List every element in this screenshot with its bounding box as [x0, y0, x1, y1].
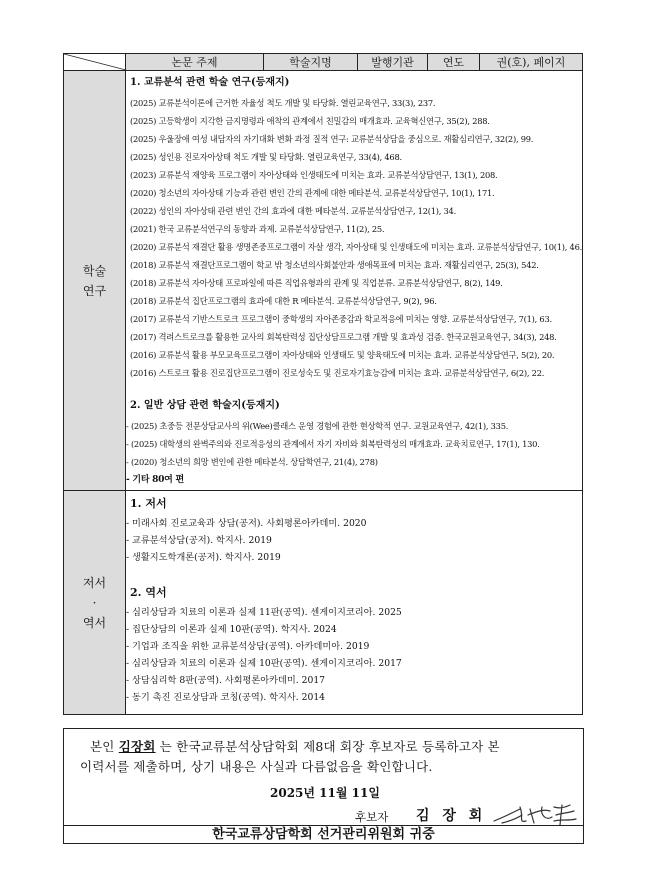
research-row [64, 71, 583, 491]
list-item: - 상담심리학 8판(공역). 사회평론아카데미. 2017 [126, 675, 326, 686]
research-section1-list [126, 94, 582, 382]
research-section1-title: 1. 교류분석 관련 학술 연구(등재지) [130, 77, 290, 88]
list-item: (2016) 스트로크 활용 진로집단프로그램이 진로성숙도 및 진로자기효능감에 미치는 효과. 교류분석상담연구, 6(2), 22. [130, 368, 545, 378]
list-item: - 기업과 조직을 위한 교류분석상담(공역). 아카데미아. 2019 [126, 641, 370, 652]
list-item: (2020) 청소년의 자아상태 기능과 관련 변인 간의 관계에 대한 메타분석. 교류분석상담연구, 10(1), 171. [130, 188, 495, 198]
books-section2-title: 2. 역서 [130, 586, 167, 599]
diagonal-line [64, 54, 126, 70]
list-item: (2018) 교류분석 집단프로그램의 효과에 대한 R 메타분석. 교류분석상담연구, 9(2), 96. [130, 296, 437, 306]
list-item: (2025) 교류분석이론에 근거한 자율성 척도 개발 및 타당화. 열린교육연구, 33(3), 237. [130, 98, 436, 108]
books-section2-list [126, 604, 582, 706]
list-item: - 교류분석상담(공저). 학지사. 2019 [126, 535, 272, 546]
list-item: (2021) 한국 교류분석연구의 동향과 과제. 교류분석상담연구, 11(2), 25. [130, 224, 385, 234]
books-content [126, 491, 583, 715]
research-label: 학술 연구 [64, 71, 126, 491]
list-item: - (2025) 초중등 전문상담교사의 위(Wee)클래스 운영 경험에 관한 현상학적 연구. 교원교육연구, 42(1), 335. [126, 421, 509, 431]
list-item: (2017) 교류분석 기반스트로크 프로그램이 중학생의 자아존중감과 학교적응에 미치는 영향. 교류분석상담연구, 7(1), 63. [130, 314, 552, 324]
list-item: (2020) 교류분석 재결단 활용 생명존중프로그램이 자살 생각, 자아상태 및 인생태도에 미치는 효과. 교류분석상담연구, 10(1), 46. [130, 242, 582, 252]
declaration-box [63, 728, 584, 844]
list-item: - 집단상담의 이론과 실제 10판(공역). 학지사. 2024 [126, 624, 337, 635]
list-item: (2022) 성인의 자아상태 관련 변인 간의 효과에 대한 메타분석. 교류분석상담연구, 12(1), 34. [130, 206, 456, 216]
resume-page [63, 53, 582, 715]
list-item: (2025) 성인용 진로자아상태 척도 개발 및 타당화. 열린교육연구, 33(4), 468. [130, 152, 402, 162]
header-volume-page: 권(호), 페이지 [480, 54, 583, 71]
candidate-name: 김 장 회 [416, 808, 487, 824]
books-section1-list [126, 515, 582, 566]
list-item: (2018) 교류분석 자아상태 프로파일에 따른 직업유형과의 관계 및 직업분류. 교류분석상담연구, 8(2), 149. [130, 278, 503, 288]
books-row [64, 491, 583, 715]
header-publisher: 발행기관 [358, 54, 428, 71]
candidate-label: 후보자 [355, 810, 389, 824]
declaration-date: 2025년 11월 11일 [270, 786, 380, 800]
research-content [126, 71, 583, 491]
list-item: - 동기 촉진 진로상담과 코칭(공역). 학지사. 2014 [126, 692, 326, 703]
research-section2-extra: - 기타 80여 편 [126, 475, 184, 485]
list-item: (2025) 우울장애 여성 내담자의 자기대화 변화 과정 질적 연구: 교류분석상담을 중심으로. 재활심리연구, 32(2), 99. [130, 134, 534, 144]
books-label: 저서 · 역서 [64, 491, 126, 715]
list-item: - (2020) 청소년의 희망 변인에 관한 메타분석. 상담학연구, 21(4), 278) [126, 457, 378, 467]
list-item: (2023) 교류분석 재양육 프로그램이 자아상태와 인생태도에 미치는 효과. 교류분석상담연구, 13(1), 208. [130, 170, 498, 180]
books-section1-title: 1. 저서 [130, 497, 167, 510]
research-section2-title: 2. 일반 상담 관련 학술지(등재지) [130, 400, 280, 411]
header-year: 연도 [428, 54, 480, 71]
declarant-name: 김장회 [118, 739, 156, 754]
declaration-line2: 이력서를 제출하며, 상기 내용은 사실과 다름없음을 확인합니다. [80, 759, 433, 774]
table-header-row [64, 54, 583, 71]
list-item: - 미래사회 진로교육과 상담(공저). 사회평론아카데미. 2020 [126, 518, 367, 529]
diagonal-corner-cell [64, 54, 126, 71]
declaration-line1: 본인 김장회 는 한국교류분석상담학회 제8대 회장 후보자로 등록하고자 본 [90, 739, 500, 754]
header-journal-name: 학술지명 [264, 54, 358, 71]
career-table [63, 53, 583, 715]
committee-footer: 한국교류상담학회 선거관리위원회 귀중 [64, 825, 583, 844]
list-item: (2025) 고등학생이 지각한 금지명령과 애착의 관계에서 친밀감의 매개효과. 교육혁신연구, 35(2), 288. [130, 116, 490, 126]
list-item: (2018) 교류분석 재결단프로그램이 학교 밖 청소년의사회불안과 생애목표에 미치는 효과. 재활심리연구, 25(3), 542. [130, 260, 539, 270]
list-item: - (2025) 대학생의 완벽주의와 진로적응성의 관계에서 자기 자비와 회복탄력성의 매개효과. 교육치료연구, 17(1), 130. [126, 439, 540, 449]
research-section2-list [126, 417, 582, 471]
header-paper-topic: 논문 주제 [126, 54, 264, 71]
list-item: - 생활지도학개론(공저). 학지사. 2019 [126, 552, 281, 563]
list-item: - 심리상담과 치료의 이론과 실제 10판(공역). 센게이지코리아. 2017 [126, 658, 402, 669]
list-item: - 심리상담과 치료의 이론과 실제 11판(공역). 센게이지코리아. 2025 [126, 607, 402, 618]
list-item: (2016) 교류분석 활용 부모교육프로그램이 자아상태와 인생태도 및 양육태도에 미치는 효과. 교류분석상담연구, 5(2), 20. [130, 350, 555, 360]
list-item: (2017) 격려스트로크를 활용한 교사의 회복탄력성 집단상담프로그램 개발 및 효과성 검증. 한국교원교육연구, 34(3), 248. [130, 332, 557, 342]
